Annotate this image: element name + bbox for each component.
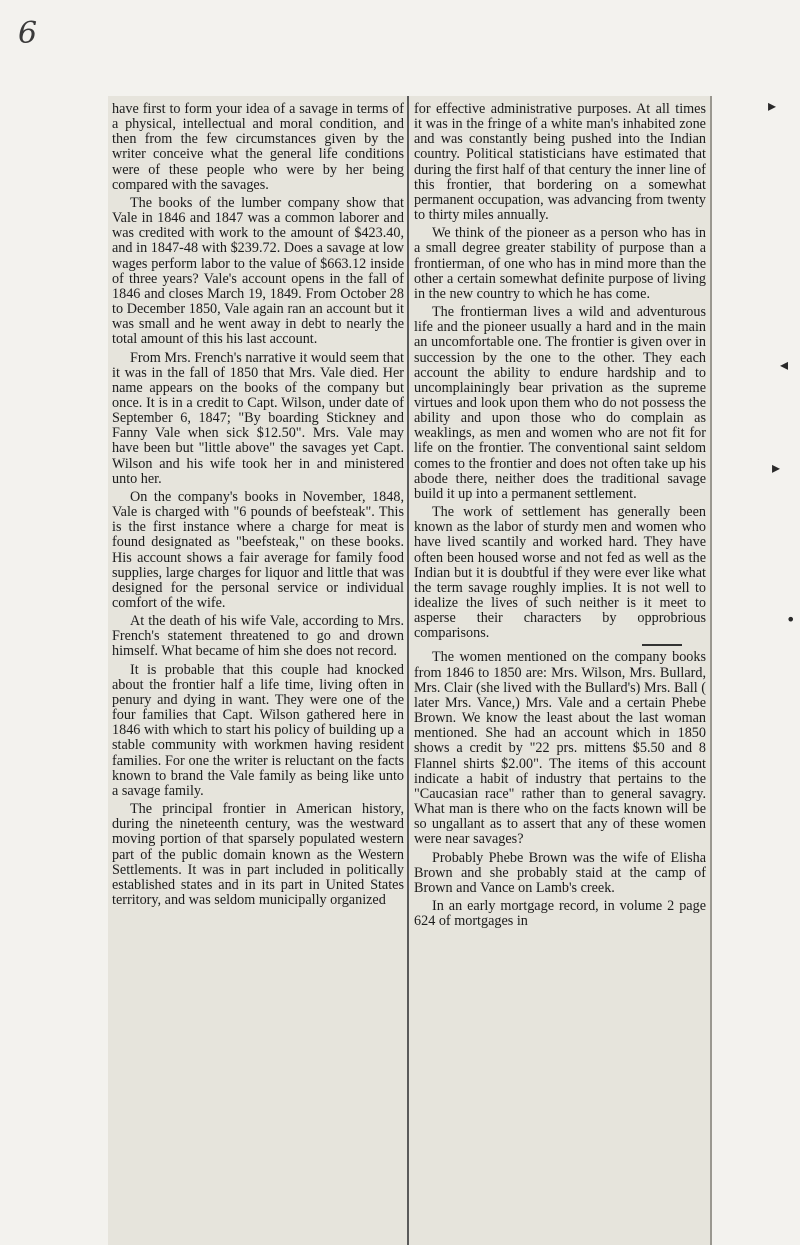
column-divider	[407, 96, 409, 1245]
margin-mark: ▸	[768, 96, 777, 115]
margin-mark: •	[786, 610, 796, 629]
paragraph: It is probable that this couple had knocked about the frontier half a life time, living often in penury and dying in want. They were one of the four families that Capt. Wilson gathered here in 1846 with which to start his policy of building up a stable community with workmen having resident families. For one the writer is reluctant on the facts known to brand the Vale family as being like unto a savage family.	[112, 661, 404, 799]
margin-mark: ▸	[772, 458, 781, 477]
margin-mark: ◂	[780, 355, 789, 374]
left-column	[112, 102, 404, 911]
paragraph: The work of settlement has generally been known as the labor of sturdy men and women who have lived scantily and worked hard. They have often been housed worse and not fed as well as the Indian but it is doubtful if they were ever like what the term savage roughly implies. It is not well to idealize the lives of such neither is it meet to asperse their characters by opprobrious comparisons.	[414, 504, 706, 642]
page-number: 6	[18, 16, 38, 51]
clipping-edge	[710, 96, 712, 1245]
right-column	[414, 102, 706, 932]
paragraph: We think of the pioneer as a person who has in a small degree greater stability of purpose than a frontierman, of one who has in mind more than the other a certain somewhat definite purpose of living in the new country to which he has come.	[414, 225, 706, 302]
paragraph: From Mrs. French's narrative it would seem that it was in the fall of 1850 that Mrs. Vale died. Her name appears on the books of the company but once. It is in a credit to Capt. Wilson, under date of September 6, 1847; "By boarding Stickney and Fanny Vale when sick $12.50". Mrs. Vale may have been but "little above" the savages yet Capt. Wilson and his wife took her in and ministered unto her.	[112, 349, 404, 487]
newspaper-clipping	[108, 96, 712, 1245]
paragraph: The books of the lumber company show that Vale in 1846 and 1847 was a common laborer and was credited with work to the amount of $423.40, and in 1847-48 with $239.72. Does a savage at low wages perform labor to the value of $663.12 inside of three years? Vale's account opens in the fall of 1846 and closes March 19, 1849. From October 28 to December 1850, Vale again ran an account but it was small and he went away in debt to nearly the total amount of this his last account.	[112, 194, 404, 348]
paragraph: On the company's books in November, 1848, Vale is charged with "6 pounds of beefsteak". This is the first instance where a charge for meat is found designated as "beefsteak," on these books. His account shows a fair average for family food supplies, large charges for liquor and little that was designed for the personal service or individual comfort of the wife.	[112, 488, 404, 611]
paragraph: have first to form your idea of a savage in terms of a physical, intellectual and moral condition, and then from the few circumstances given by the writer conceive what the general life conditions were of these people who were by her being compared with the savages.	[112, 101, 404, 193]
paragraph: At the death of his wife Vale, according to Mrs. French's statement threatened to go and drown himself. What became of him she does not record.	[112, 613, 404, 660]
section-dash	[642, 644, 682, 646]
paragraph: In an early mortgage record, in volume 2 page 624 of mortgages in	[414, 897, 706, 930]
paragraph: Probably Phebe Brown was the wife of Elisha Brown and she probably staid at the camp of Brown and Vance on Lamb's creek.	[414, 849, 706, 896]
paragraph: for effective administrative purposes. At all times it was in the fringe of a white man's inhabited zone and was constantly being pushed into the Indian country. Political statisticians have estimated that during the first half of that century the inner line of this frontier, that bordering on a somewhat permanent occupation, was advancing from twenty to thirty miles annually.	[414, 101, 706, 224]
paragraph: The principal frontier in American history, during the nineteenth century, was the westward moving portion of that sparsely populated western part of the public domain known as the Western Settlements. It was in part included in politically established states and in its part in United States territory, and was seldom municipally organized	[112, 801, 404, 908]
paragraph: The frontierman lives a wild and adventurous life and the pioneer usually a hard and in the main an uncomfortable one. The frontier is given over in succession by the one to the other. They each account the ability to endure hardship and to uncomplainingly bear privation as the supreme virtues and look upon them who do not possess the ability and upon those who do complain as weaklings, as men and women who are not fit for life on the frontier. The conventional saint seldom comes to the frontier and does not often take up his abode there, neither does the traditional savage build it up into a permanent settlement.	[414, 304, 706, 502]
paragraph: The women mentioned on the company books from 1846 to 1850 are: Mrs. Wilson, Mrs. Bullard, Mrs. Clair (she lived with the Bullard's) Mrs. Ball ( later Mrs. Vance,) Mrs. Vale and a certain Phebe Brown. We know the least about the last woman mentioned. She had an account which in 1850 shows a credit by "22 prs. mittens $5.50 and 8 Flannel shirts $2.00". The items of this account indicate a habit of industry that pertains to the "Caucasian race" rather than to general savagry. What man is there who on the facts known will be so ungallant as to assert that any of these women were near savages?	[414, 649, 706, 848]
